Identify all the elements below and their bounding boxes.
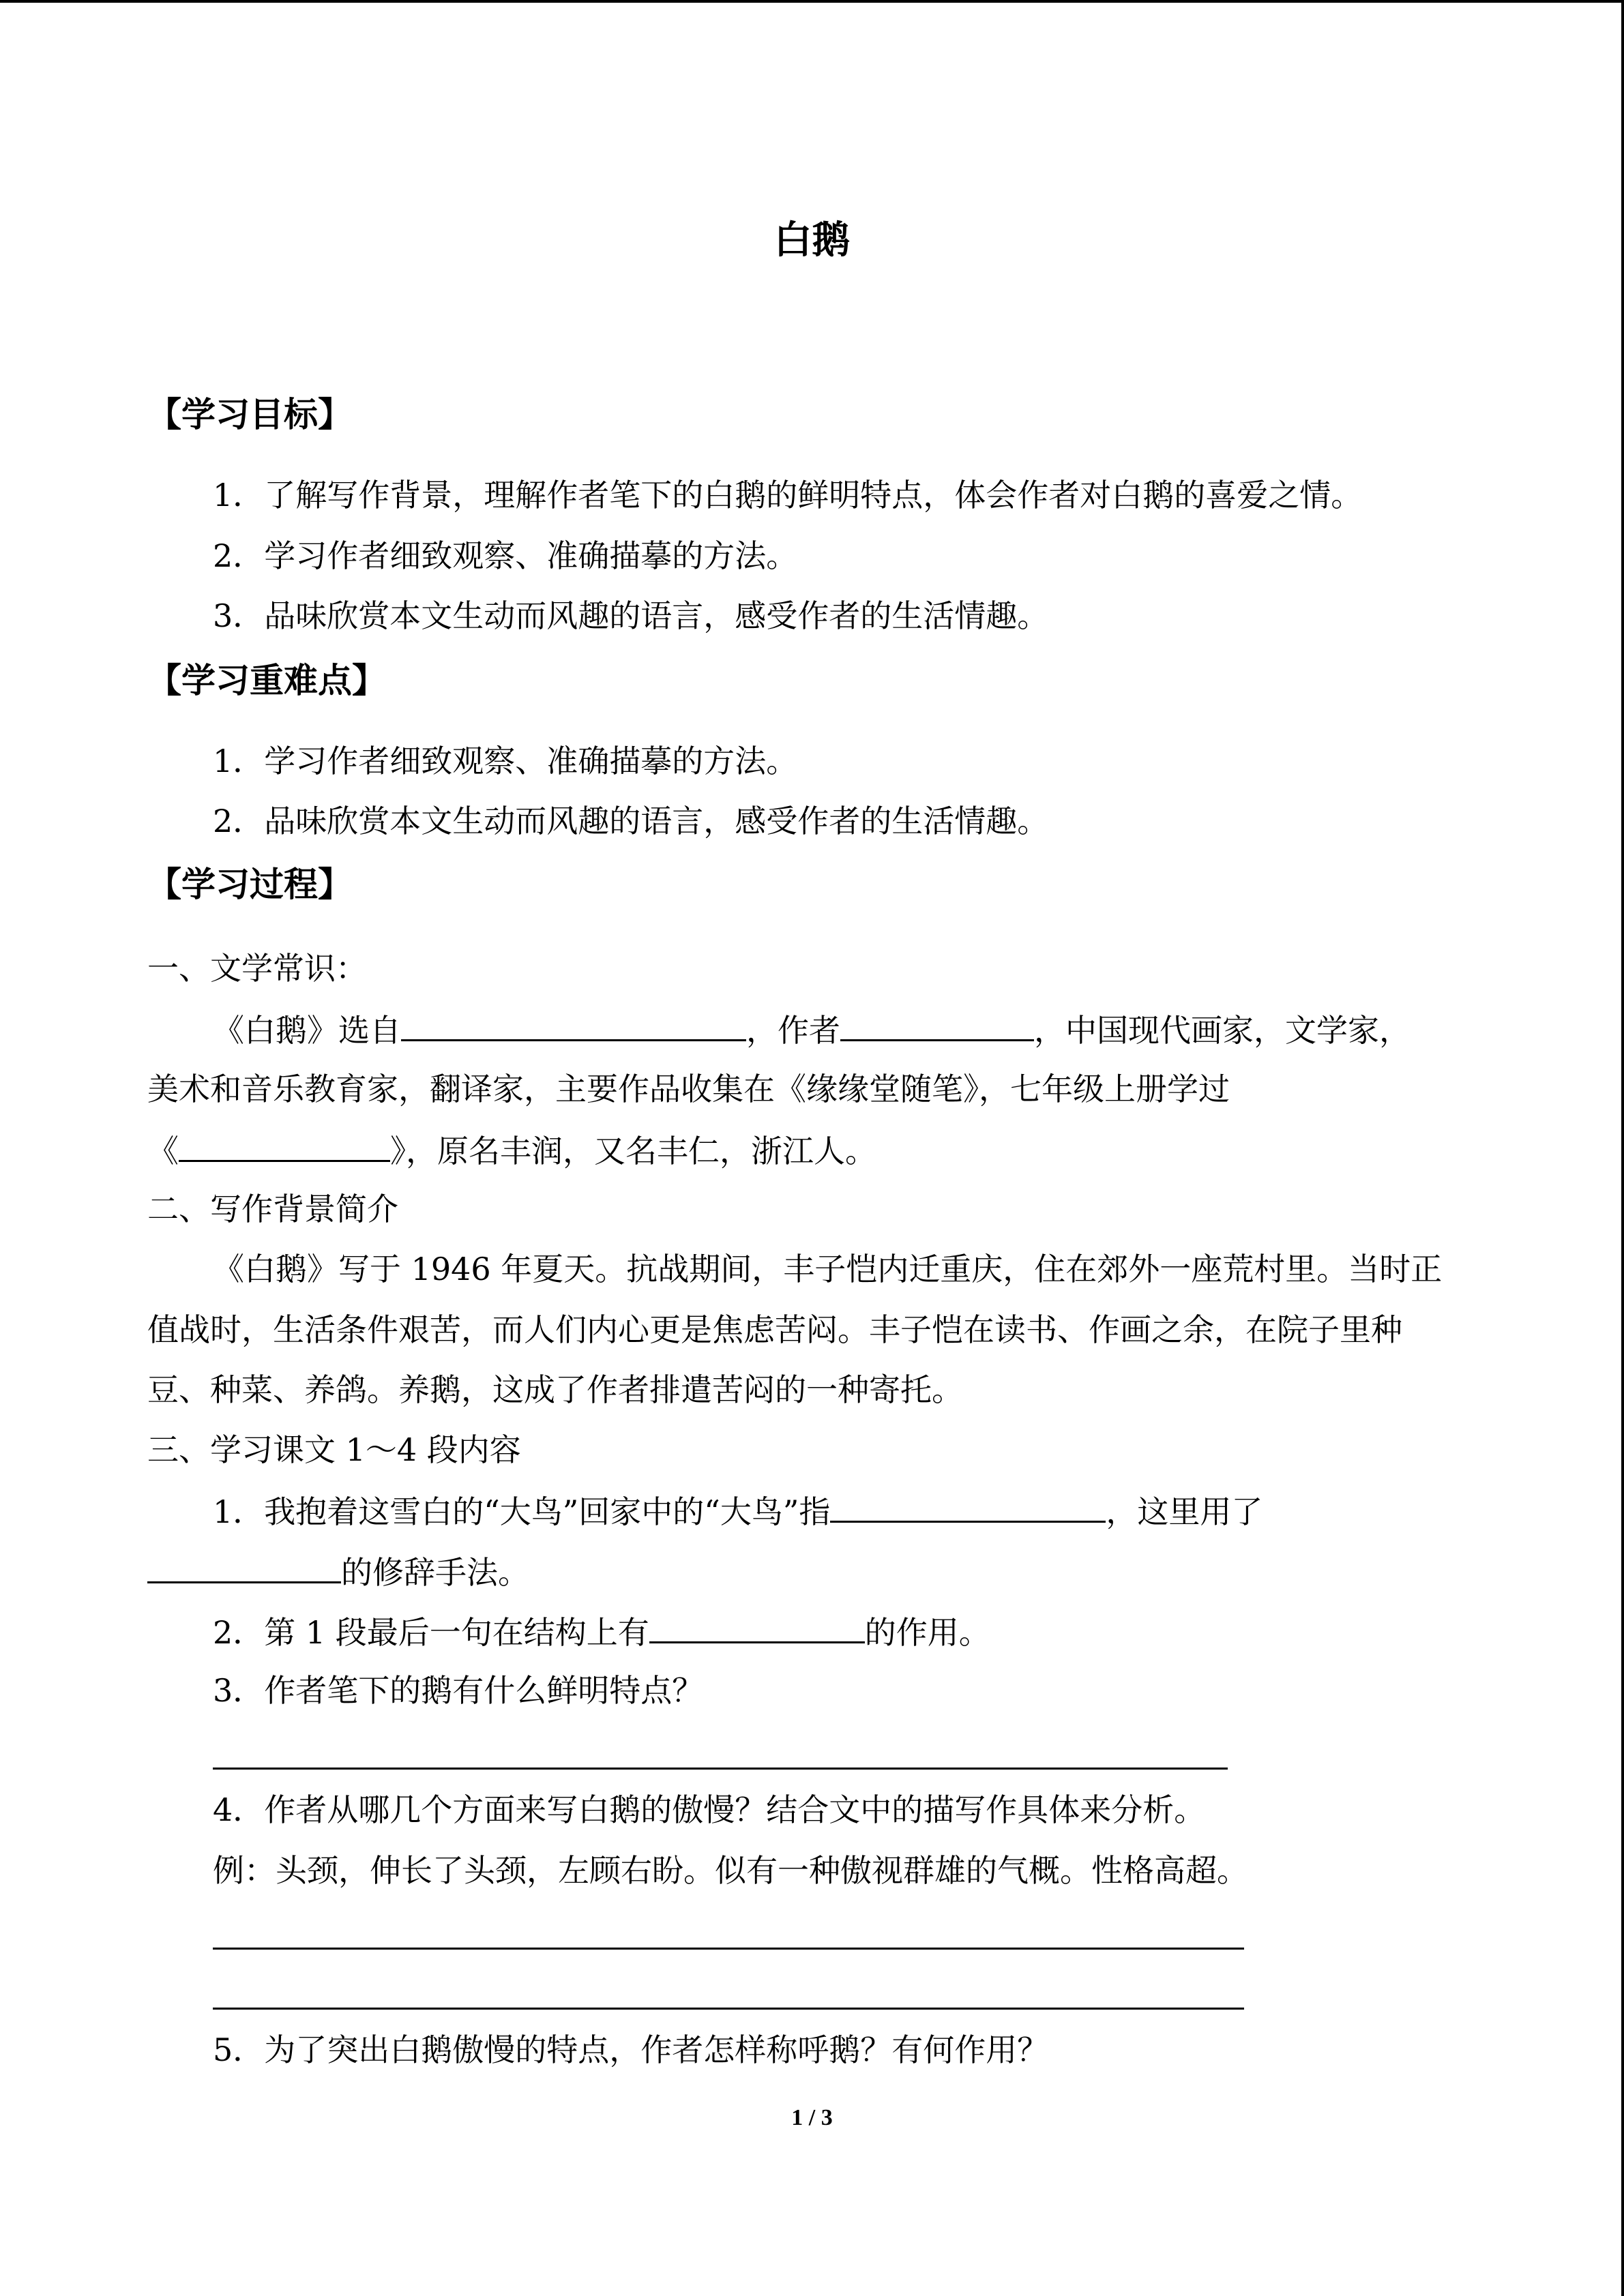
part1-text: ，作者 <box>746 1012 840 1049</box>
answer-line[interactable] <box>213 2008 1244 2010</box>
question-text: ，这里用了 <box>1106 1493 1263 1530</box>
answer-line[interactable] <box>213 1768 1228 1770</box>
goal-item: 1．了解写作背景，理解作者笔下的白鹅的鲜明特点，体会作者对白鹅的喜爱之情。 <box>213 477 1363 513</box>
part2-paragraph-line: 《白鹅》写于 1946 年夏天。抗战期间，丰子恺内迁重庆，住在郊外一座荒村里。当时正 <box>213 1251 1443 1287</box>
goal-item: 2．学习作者细致观察、准确描摹的方法。 <box>213 537 798 574</box>
fill-blank-author[interactable] <box>840 1008 1034 1041</box>
part1-line3 <box>147 1129 876 1172</box>
page-border-top <box>0 0 1624 3</box>
part1-text: 》，原名丰润，又名丰仁，浙江人。 <box>390 1133 876 1169</box>
question-1 <box>213 1489 1263 1532</box>
part2-title: 二、写作背景简介 <box>147 1191 398 1227</box>
page-border-right <box>1621 0 1624 2296</box>
fill-blank-work[interactable] <box>179 1129 390 1162</box>
question-text: 的作用。 <box>864 1614 990 1651</box>
fill-blank-rhetoric[interactable] <box>147 1550 341 1583</box>
question-text: 的修辞手法。 <box>341 1554 529 1591</box>
part1-text: 《白鹅》选自 <box>213 1012 401 1049</box>
part2-paragraph-line: 值战时，生活条件艰苦，而人们内心更是焦虑苦闷。丰子恺在读书、作画之余，在院子里种 <box>147 1311 1402 1348</box>
question-text: 2．第 1 段最后一句在结构上有 <box>213 1614 649 1651</box>
question-4: 4．作者从哪几个方面来写白鹅的傲慢？结合文中的描写作具体来分析。 <box>213 1791 1206 1828</box>
answer-line[interactable] <box>213 1948 1244 1950</box>
question-5: 5．为了突出白鹅傲慢的特点，作者怎样称呼鹅？有何作用？ <box>213 2031 1049 2068</box>
part1-title: 一、文学常识： <box>147 950 367 987</box>
page-title: 白鹅 <box>773 218 851 263</box>
fill-blank-big-bird[interactable] <box>830 1489 1106 1523</box>
question-1-cont <box>147 1550 529 1593</box>
part3-title: 三、学习课文 1～4 段内容 <box>147 1431 521 1468</box>
key-point-item: 1．学习作者细致观察、准确描摹的方法。 <box>213 743 798 779</box>
question-4-example: 例：头颈，伸长了头颈，左顾右盼。似有一种傲视群雄的气概。性格高超。 <box>213 1852 1248 1889</box>
part1-line1 <box>213 1008 1411 1051</box>
question-3: 3．作者笔下的鹅有什么鲜明特点？ <box>213 1672 704 1709</box>
goals-heading: 【学习目标】 <box>147 395 352 434</box>
goal-item: 3．品味欣赏本文生动而风趣的语言，感受作者的生活情趣。 <box>213 597 1049 634</box>
fill-blank-structure[interactable] <box>649 1610 865 1643</box>
fill-blank-source[interactable] <box>401 1008 746 1041</box>
part1-line2: 美术和音乐教育家，翻译家，主要作品收集在《缘缘堂随笔》，七年级上册学过 <box>147 1071 1230 1107</box>
part1-text: 《 <box>147 1133 179 1169</box>
key-point-item: 2．品味欣赏本文生动而风趣的语言，感受作者的生活情趣。 <box>213 803 1049 839</box>
key-points-heading: 【学习重难点】 <box>147 661 386 700</box>
part1-text: ，中国现代画家，文学家， <box>1034 1012 1411 1049</box>
part2-paragraph-line: 豆、种菜、养鸽。养鹅，这成了作者排遣苦闷的一种寄托。 <box>147 1371 963 1408</box>
question-2 <box>213 1610 990 1653</box>
question-text: 1．我抱着这雪白的“大鸟”回家中的“大鸟”指 <box>213 1493 831 1530</box>
process-heading: 【学习过程】 <box>147 865 352 904</box>
page-number: 1 / 3 <box>791 2105 833 2130</box>
